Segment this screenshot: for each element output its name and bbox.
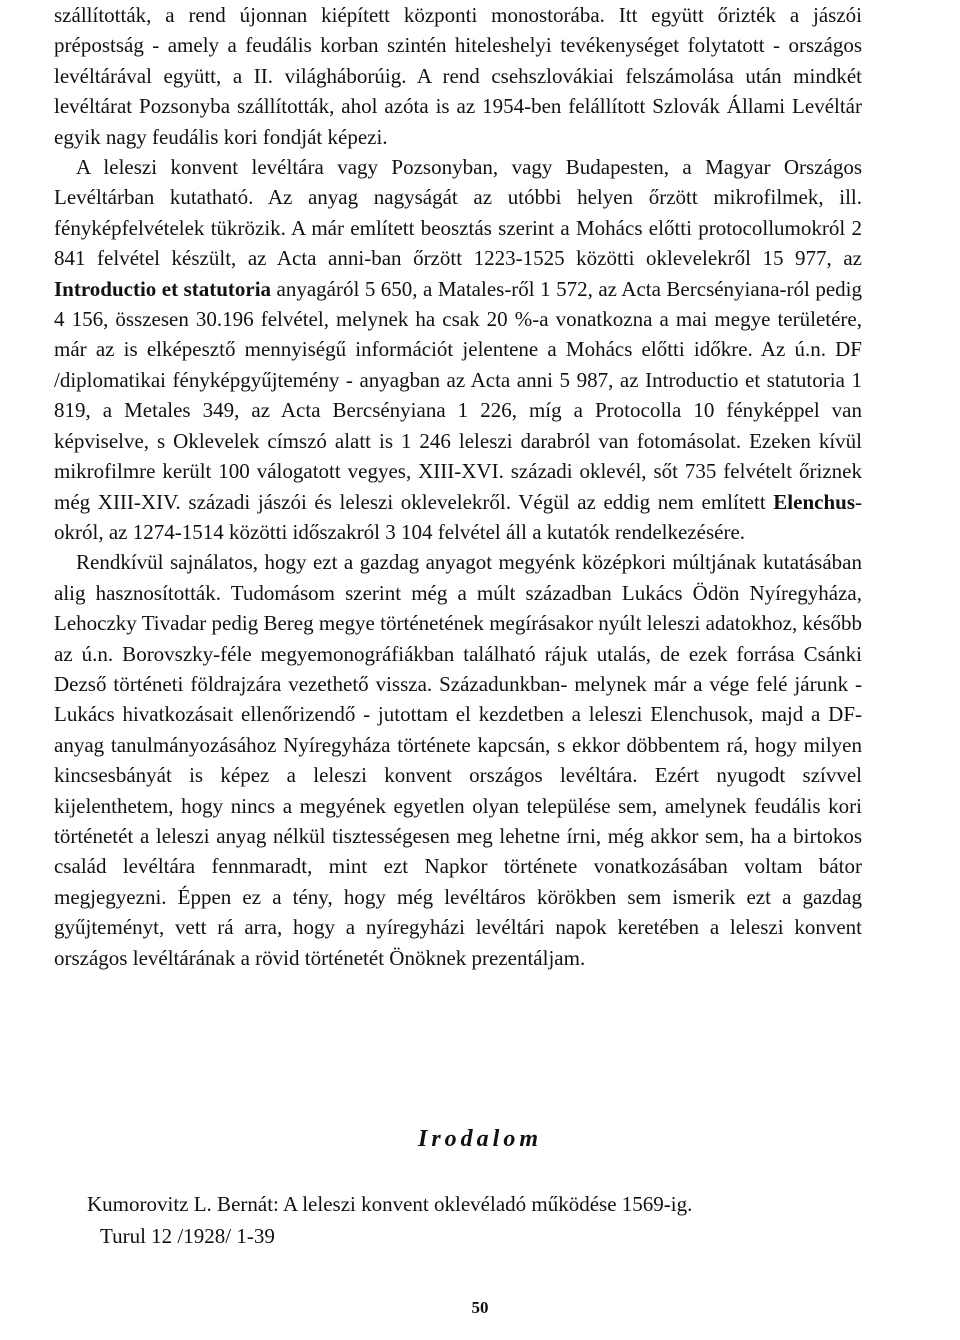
reference-line-1: Kumorovitz L. Bernát: A leleszi konvent oklevéladó működése 1569-ig. <box>87 1192 693 1216</box>
paragraph-text: szállították, a rend újonnan kiépített központi monostorába. Itt együtt őrizték a jászói prépostság - amely a feudális korban szintén hiteleshelyi tevékenységet folytatott - országos levéltárával együtt, a II. világháborúig. A rend csehszlovákiai felszámolása után mindkét levéltárat Pozsonyba szállították, ahol azóta is az 1954-ben felállított Szlovák Állami Levéltár egyik nagy feudális kori fondját képezi. <box>54 3 862 149</box>
bold-term: Introductio et statutoria <box>54 276 272 301</box>
paragraph <box>54 0 862 152</box>
bold-term: Elenchus <box>773 489 855 514</box>
paragraph-text: anyagáról 5 650, a Matales-ről 1 572, az Acta Bercsényiana-ról pedig 4 156, összesen 30.196 felvétel, melynek ha csak 20 %-a vonatkozna a mai megye területére, már az is elképesztő mennyiségű információt jelentene a Mohács előtti időkre. Az ú.n. DF /diplomatikai fényképgyűjtemény - anyagban az Acta anni 5 987, az Introductio et statutoria 1 819, a Metales 349, az Acta Bercsényiana 1 226, míg a Protocolla 10 fényképpel van képviselve, s Oklevelek címszó alatt is 1 246 leleszi darabról van fotomásolat. Ezeken kívül mikrofilmre került 100 válogatott vegyes, XIII-XVI. századi oklevél, sőt 735 felvételt őriznek még XIII-XIV. századi jászói és leleszi oklevelekről. Végül az eddig nem említett <box>54 276 862 514</box>
paragraph <box>54 152 862 547</box>
reference-entry <box>87 1188 692 1252</box>
paragraph-text: Rendkívül sajnálatos, hogy ezt a gazdag anyagot megyénk középkori múltjának kutatásában alig hasznosították. Tudomásom szerint még a múlt században Lukács Ödön Nyíregyháza, Lehoczky Tivadar pedig Bereg megye történetének megírásakor nyúlt leleszi adatokhoz, később az ú.n. Borovszky-féle megyemonográfiákban található rájuk utalás, de ezek forrása Csánki Dezső történeti földrajzára vezethető vissza. Századunkban- melynek már a vége felé járunk - Lukács hivatkozásait ellenőrizendő - jutottam el kezdetben a leleszi Elenchusok, majd a DF-anyag tanulmányozásához Nyíregyháza története kapcsán, s ekkor döbbentem rá, hogy milyen kincsesbányát is képez a leleszi konvent országos levéltára. Ezért nyugodt szívvel kijelenthetem, hogy nincs a megyének egyetlen olyan települése sem, amelynek feudális kori történetét a leleszi anyag nélkül tisztességesen meg lehetne írni, még akkor sem, ha a birtokos család levéltára fennmaradt, mint ezt Napkor története vonatkozásában voltam bátor megjegyezni. Éppen ez a tény, hogy még levéltáros körökben sem ismerik ezt a gazdag gyűjteményt, vett rá arra, hogy a nyíregyházi levéltári napok keretében a leleszi konvent országos levéltárának a rövid történetét Önöknek prezentáljam. <box>54 550 862 970</box>
section-title: Irodalom <box>417 1126 542 1152</box>
paragraph-text: -okról, az 1274-1514 közötti időszakról 3 104 felvétel áll a kutatók rendelkezésére. <box>54 489 862 544</box>
page-number: 50 <box>471 1298 489 1317</box>
paragraph-text: A leleszi konvent levéltára vagy Pozsonyban, vagy Budapesten, a Magyar Országos Levéltárban kutatható. Az anyag nagyságát az utóbbi helyen őrzött mikrofilmek, ill. fényképfelvételek tükrözik. A már említett beosztás szerint a Mohács előtti protocollumokról 2 841 felvétel készült, az Acta anni-ban őrzött 1223-1525 közötti oklevelekről 15 977, az <box>54 155 862 271</box>
paragraph <box>54 547 862 973</box>
reference-line-2: Turul 12 /1928/ 1-39 <box>100 1224 275 1248</box>
body-text <box>54 0 862 973</box>
